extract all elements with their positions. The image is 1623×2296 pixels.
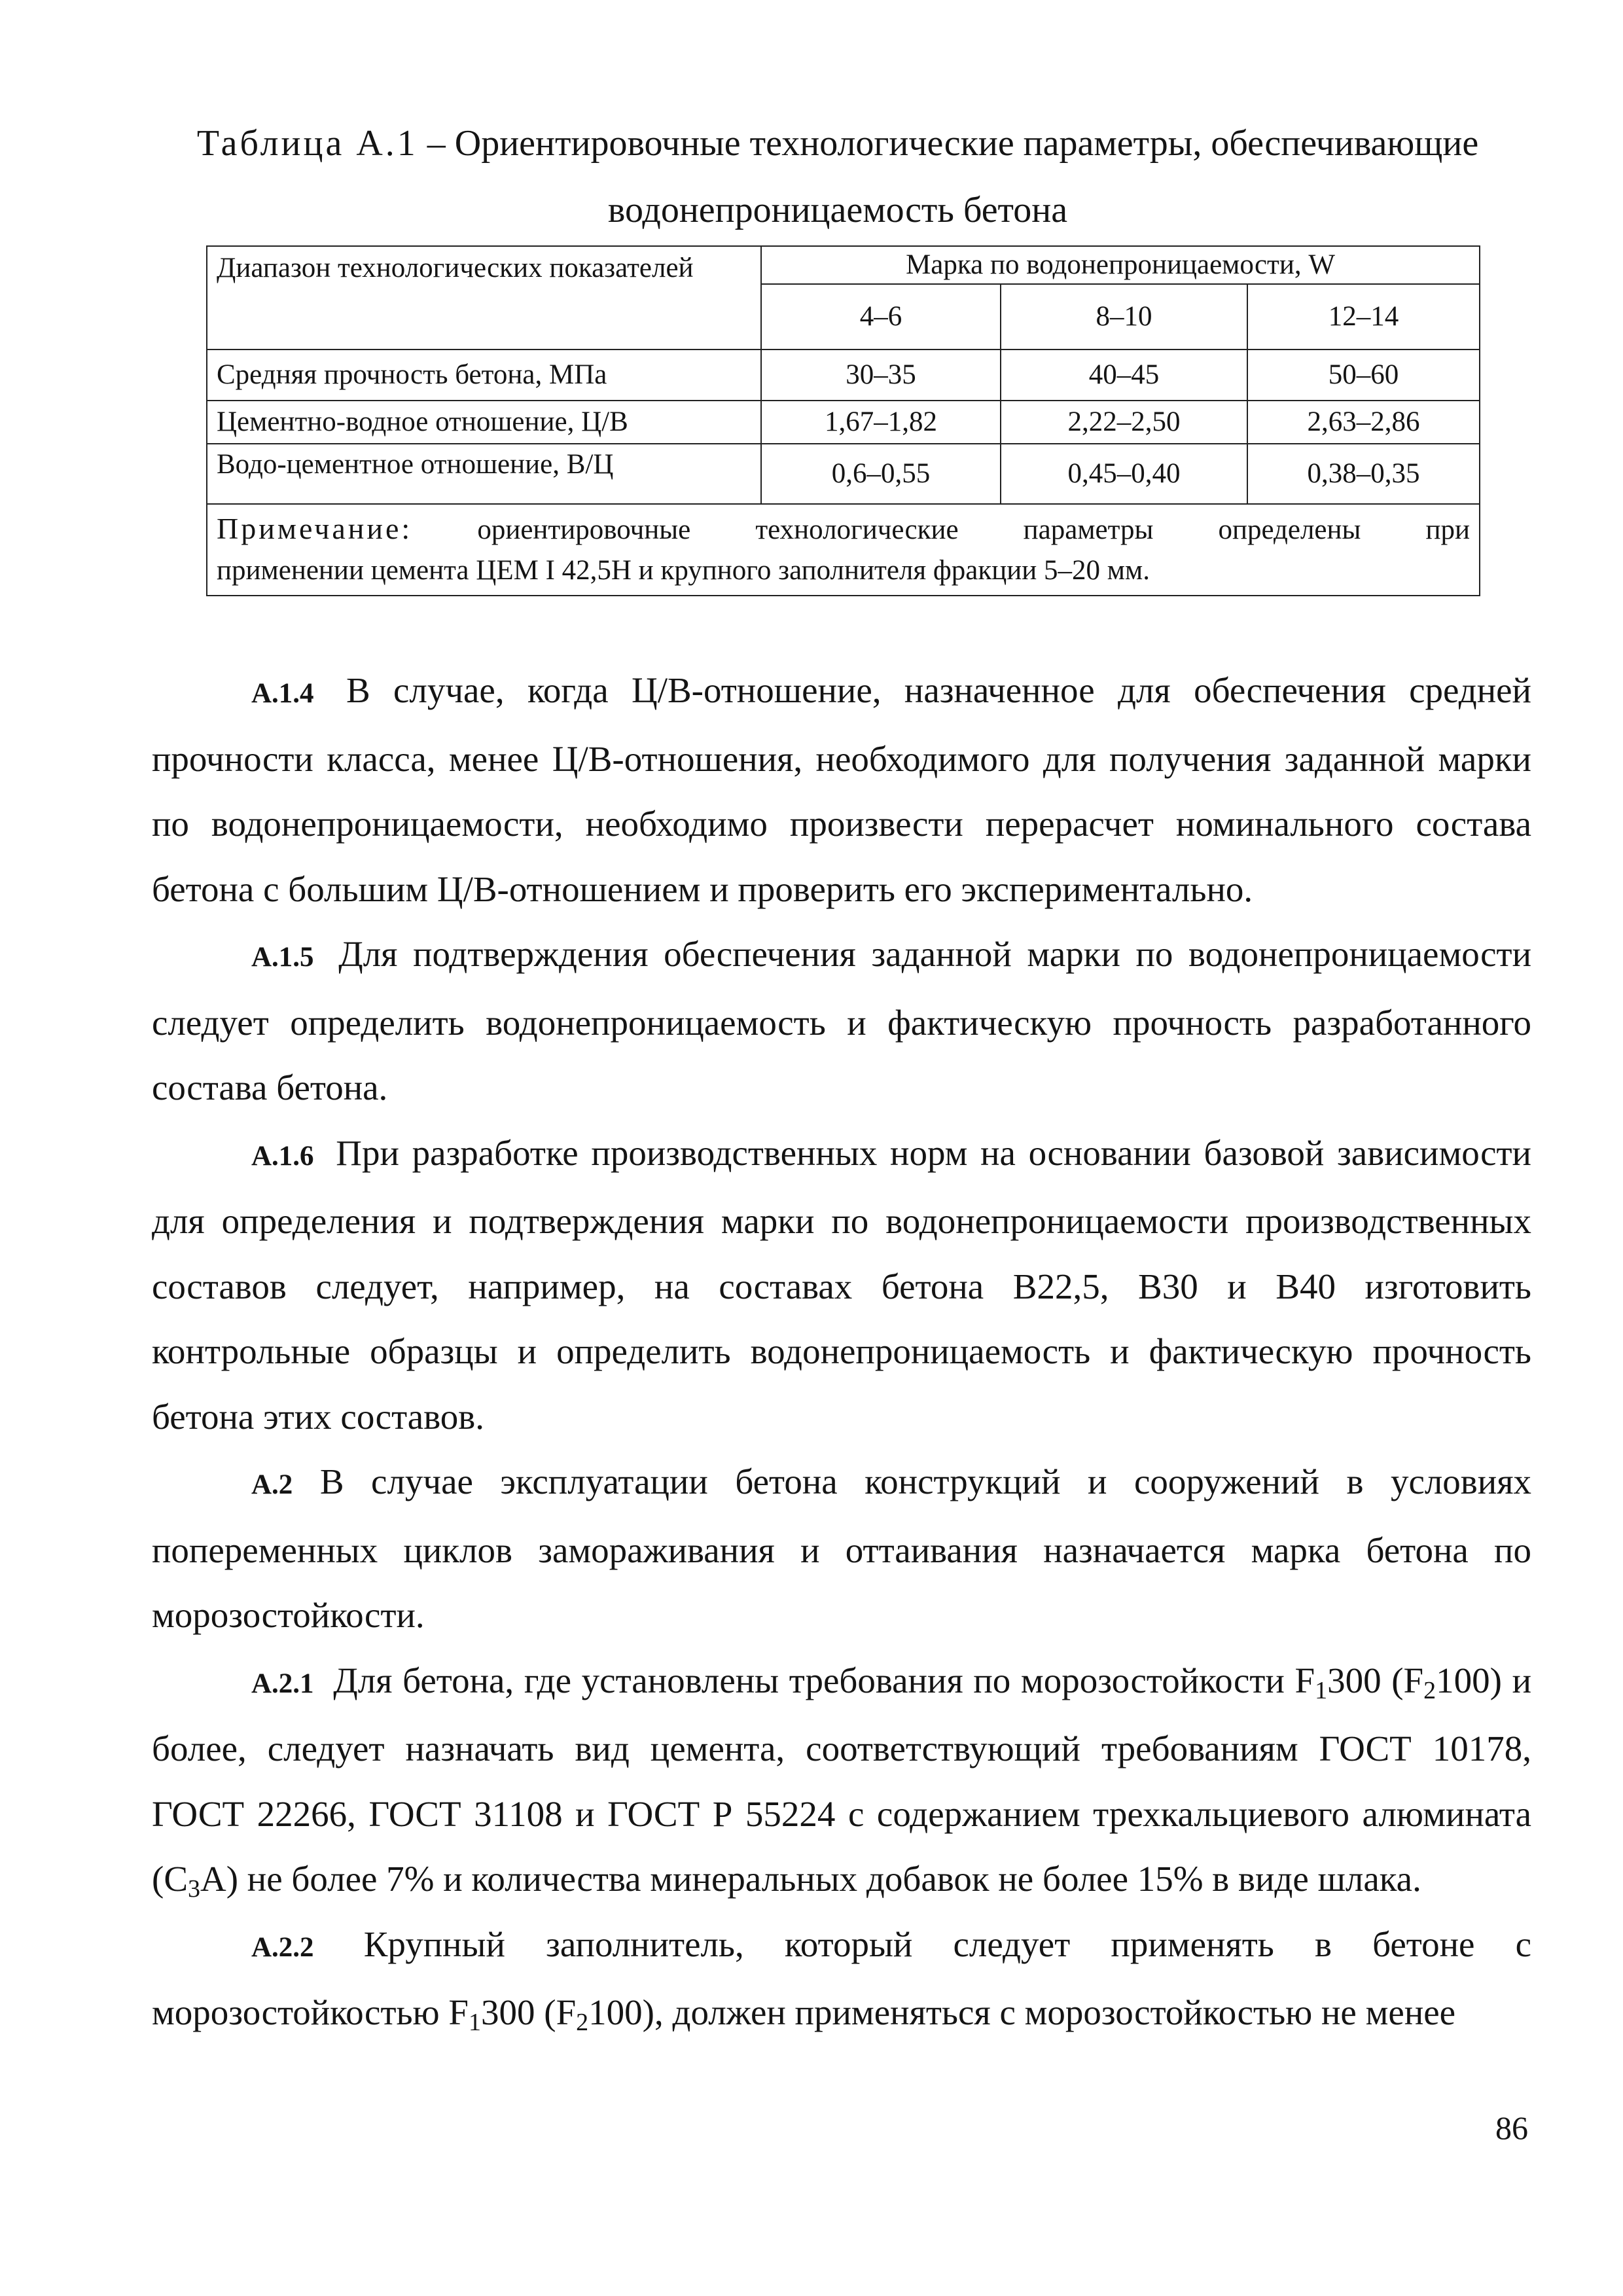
grade-cell: 12–14 (1247, 284, 1480, 350)
paragraph (152, 658, 1531, 922)
paragraph-text: Для подтверждения обеспечения заданной марки по водонепроницаемости следует определить водонепроницаемость и фактическую прочность разработанного состава бетона. (152, 934, 1531, 1107)
table-note-row (207, 504, 1480, 596)
paragraph-text: В случае, когда Ц/В-отношение, назначенное для обеспечения средней прочности класса, менее Ц/В-отношения, необходимого для получения заданной марки по водонепроницаемости, необходимо произвести перерасчет номинального состава бетона с большим Ц/В-отношением и проверить его экспериментально. (152, 670, 1531, 909)
table-cell: 0,6–0,55 (761, 444, 1001, 504)
text-run: Крупный заполнитель, который следует применять в бетоне с морозостойкостью F (152, 1924, 1532, 2032)
paragraph (152, 1648, 1531, 1912)
text-run: Для бетона, где установлены требования по морозостойкости F (333, 1660, 1315, 1700)
clause-number: А.2 (251, 1469, 293, 1500)
subscript: 1 (1315, 1676, 1328, 1704)
row-label: Водо-цементное отношение, В/Ц (207, 444, 761, 504)
group-header-grade: Марка по водонепроницаемости, W (761, 246, 1480, 284)
table-title-line2: водонепроницаемость бетона (607, 190, 1068, 230)
table-row (207, 350, 1480, 401)
paragraph (152, 1449, 1531, 1648)
text-run: 100), должен применяться с морозостойкостью не менее (588, 1992, 1456, 2032)
table-cell: 2,63–2,86 (1247, 401, 1480, 444)
page-number: 86 (1495, 2109, 1528, 2146)
note-text-line2: применении цемента ЦЕМ I 42,5Н и крупного заполнителя фракции 5–20 мм. (217, 555, 1150, 586)
paragraph (152, 1912, 1531, 2045)
table-cell: 0,38–0,35 (1247, 444, 1480, 504)
text-run: 100) и более, следует назначать вид цемента, соответствующий требованиям ГОСТ 10178, ГОСТ 22266, ГОСТ 31108 и ГОСТ Р 55224 с содержанием трехкальциевого алюмината (С (152, 1660, 1531, 1899)
text-run: 300 (F (481, 1992, 577, 2032)
table-row (207, 401, 1480, 444)
table-cell: 2,22–2,50 (1001, 401, 1247, 444)
paragraph-text: При разработке производственных норм на основании базовой зависимости для определения и подтверждения марки по водонепроницаемости производственных составов следует, например, на составах бетона В22,5, В30 и В40 изготовить контрольные образцы и определить водонепроницаемость и фактическую прочность бетона этих составов. (152, 1132, 1531, 1437)
note-label: Примечание: (217, 512, 413, 545)
subscript: 3 (188, 1875, 200, 1903)
text-run: А) не более 7% и количества минеральных добавок не более 15% в виде шлака. (200, 1859, 1421, 1899)
table-label: Таблица А.1 (196, 123, 418, 164)
table-cell: 40–45 (1001, 350, 1247, 401)
subscript: 2 (576, 2009, 589, 2036)
grade-cell: 8–10 (1001, 284, 1247, 350)
body-text (152, 658, 1531, 2045)
paragraph-text (152, 1660, 1531, 1903)
grade-cell: 4–6 (761, 284, 1001, 350)
subscript: 2 (1423, 1676, 1436, 1704)
paragraph (152, 922, 1531, 1121)
clause-number: А.2.2 (251, 1931, 314, 1963)
parameters-table (206, 245, 1480, 596)
table-caption (151, 110, 1525, 243)
table-cell: 30–35 (761, 350, 1001, 401)
table-title-line1: – Ориентировочные технологические параметры, обеспечивающие (427, 123, 1479, 164)
note-text-line1: ориентировочные технологические параметры определены при (477, 514, 1471, 545)
column-header-indicators: Диапазон технологических показателей (207, 246, 761, 350)
paragraph-text (152, 1924, 1532, 2036)
table-header-row (207, 246, 1480, 284)
clause-number: А.2.1 (251, 1668, 314, 1699)
paragraph-text: В случае эксплуатации бетона конструкций и сооружений в условиях попеременных циклов замораживания и оттаивания назначается марка бетона по морозостойкости. (152, 1462, 1531, 1635)
note-first-line (217, 509, 1470, 550)
table-cell: 1,67–1,82 (761, 401, 1001, 444)
row-label: Цементно-водное отношение, Ц/В (207, 401, 761, 444)
paragraph (152, 1121, 1531, 1450)
row-label: Средняя прочность бетона, МПа (207, 350, 761, 401)
table-cell: 0,45–0,40 (1001, 444, 1247, 504)
text-run: 300 (F (1327, 1660, 1424, 1700)
clause-number: А.1.4 (251, 678, 314, 709)
clause-number: А.1.6 (251, 1140, 314, 1172)
clause-number: А.1.5 (251, 942, 314, 973)
table-cell: 50–60 (1247, 350, 1480, 401)
table-note (207, 504, 1480, 596)
table-row (207, 444, 1480, 504)
subscript: 1 (469, 2009, 481, 2036)
